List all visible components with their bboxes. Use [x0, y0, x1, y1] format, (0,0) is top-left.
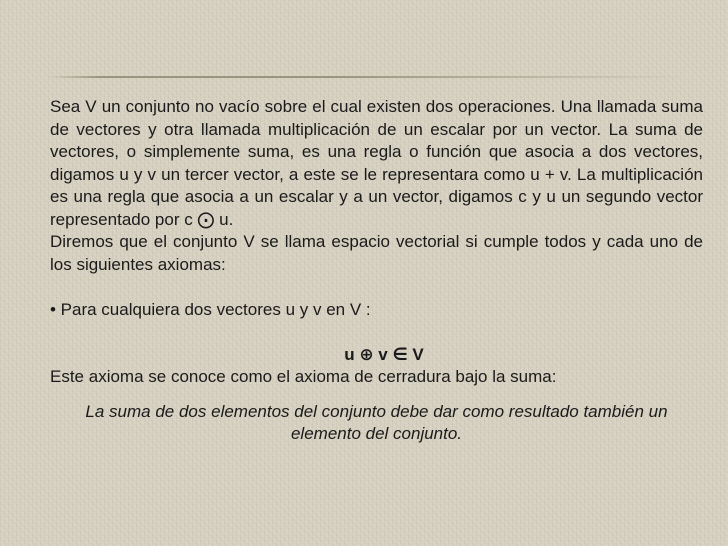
axiom-bullet: • Para cualquiera dos vectores u y v en V :	[50, 299, 371, 319]
title-divider	[48, 76, 688, 78]
definition-paragraph: Diremos que el conjunto V se llama espacio vectorial si cumple todos y cada uno de los siguientes axiomas:	[50, 232, 703, 274]
spacer	[50, 276, 703, 299]
closure-formula: u ⊕ v ∈ V	[344, 344, 424, 364]
axiom-note: La suma de dos elementos del conjunto debe dar como resultado también un elemento del conjunto.	[85, 401, 668, 443]
axiom-description: Este axioma se conoce como el axioma de cerradura bajo la suma:	[50, 367, 557, 386]
intro-paragraph: Sea V un conjunto no vacío sobre el cual existen dos operaciones. Una llamada suma de vectores y otra llamada multiplicación de un escalar por un vector. La suma de vectores, o simplemente suma, es una regla o función que asocia a dos vectores, digamos u y v un tercer vector, a este se le representara como u + v. La multiplicación es una regla que asocia a un escalar y a un vector, digamos c y u un segundo vector representado por c ⨀ u.	[50, 97, 703, 229]
spacer	[50, 321, 703, 344]
slide-content	[50, 96, 703, 446]
